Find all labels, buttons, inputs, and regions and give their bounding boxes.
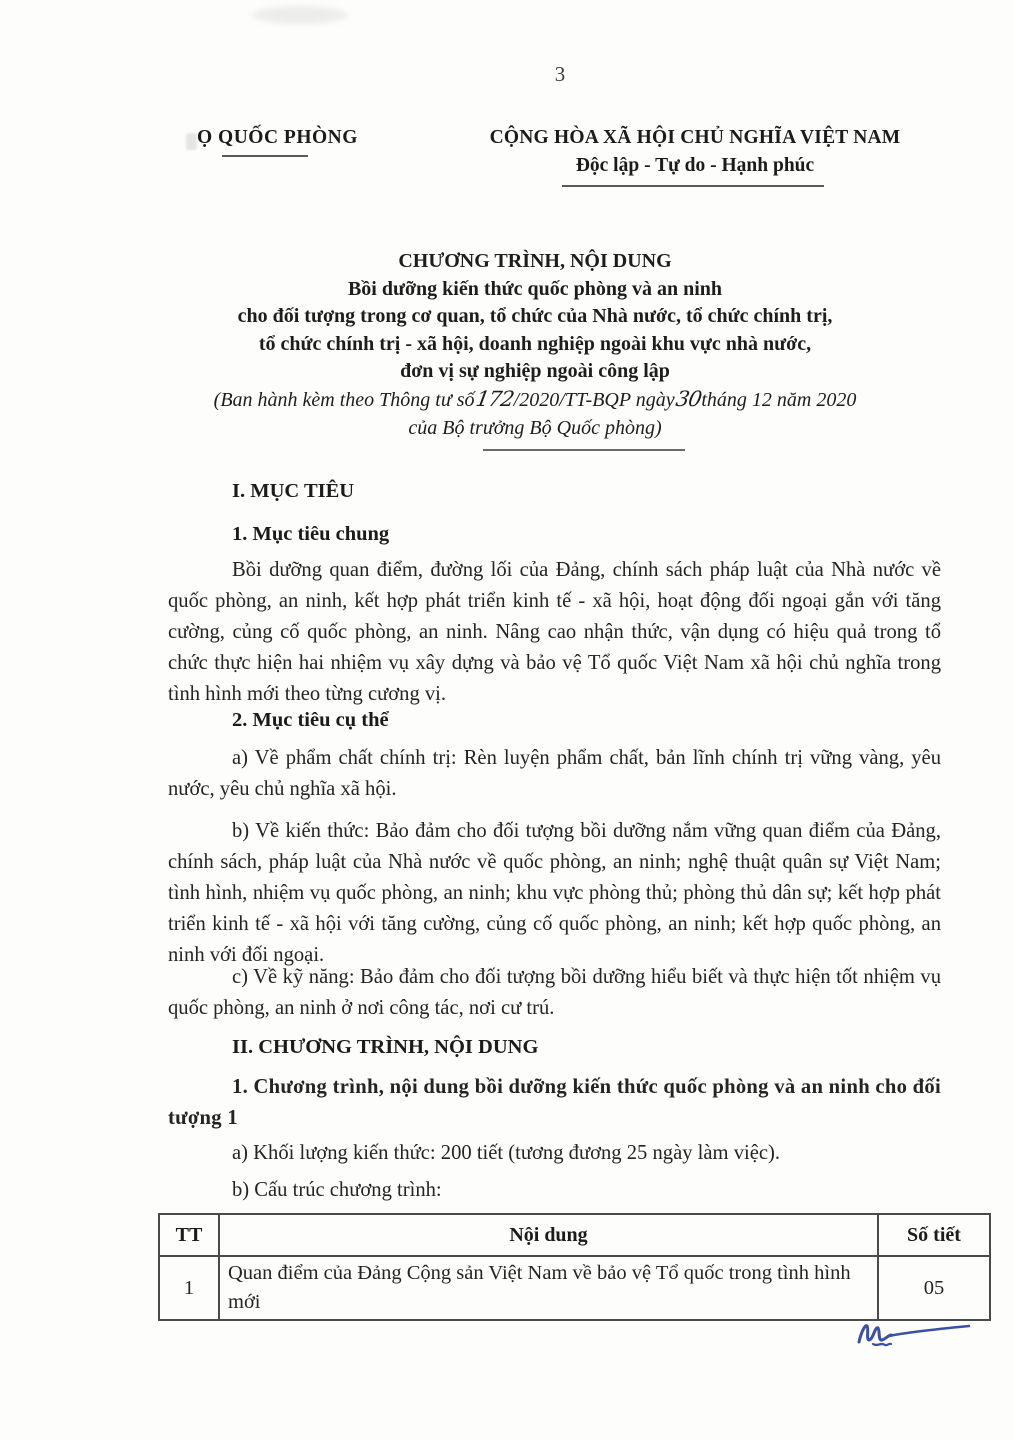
signature-initials-ink <box>853 1315 975 1355</box>
page-number: 3 <box>554 62 566 86</box>
paragraph-item-c: c) Về kỹ năng: Bảo đảm cho đối tượng bồi dưỡng hiểu biết và thực hiện tốt nhiệm vụ quốc phòng, an ninh ở nơi công tác, nơi cư trú. <box>168 966 941 1019</box>
heading-muc-tieu: I. MỤC TIÊU <box>232 480 355 502</box>
issuance-post: tháng 12 năm 2020 <box>701 388 857 411</box>
heading-chuong-trinh-noi-dung: II. CHƯƠNG TRÌNH, NỘI DUNG <box>232 1036 539 1058</box>
title-line-2: Bồi dưỡng kiến thức quốc phòng và an ninh <box>347 277 723 300</box>
table-cell-so-tiet: 05 <box>878 1256 990 1320</box>
title-separator-rule <box>483 449 685 451</box>
table-row <box>159 1256 990 1320</box>
heading-muc-tieu-cu-the: 2. Mục tiêu cụ thể <box>232 709 389 731</box>
title-line-5: đơn vị sự nghiệp ngoài công lập <box>400 360 670 383</box>
table-header-tt: TT <box>159 1214 219 1256</box>
national-motto-line2: Độc lập - Tự do - Hạnh phúc <box>575 155 815 176</box>
title-line-3: cho đối tượng trong cơ quan, tổ chức của Nhà nước, tổ chức chính trị, <box>237 305 833 328</box>
ministry-name: Ọ QUỐC PHÒNG <box>197 127 358 148</box>
heading-doi-tuong-1: 1. Chương trình, nội dung bồi dưỡng kiến thức quốc phòng và an ninh cho đối tượng 1 <box>168 1076 942 1129</box>
scan-smudge-artifact <box>252 6 348 24</box>
table-header-row <box>159 1214 990 1256</box>
program-table <box>158 1213 991 1321</box>
issuance-line-2: của Bộ trưởng Bộ Quốc phòng) <box>408 416 662 439</box>
issuance-day-handwritten: 30 <box>673 386 703 411</box>
document-title-block <box>140 248 930 442</box>
heading-muc-tieu-chung: 1. Mục tiêu chung <box>232 523 390 545</box>
paragraph-item-b: b) Về kiến thức: Bảo đảm cho đối tượng bồi dưỡng nắm vững quan điểm của Đảng, chính sách, pháp luật của Nhà nước về quốc phòng, an ninh; nghệ thuật quân sự Việt Nam; tình hình, nhiệm vụ quốc phòng, an ninh; khu vực phòng thủ; phòng thủ dân sự; kết hợp phát triển kinh tế - xã hội với tăng cường, củng cố quốc phòng, an ninh; kết hợp quốc phòng, an ninh với đối ngoại. <box>168 820 941 966</box>
table-header-noi-dung: Nội dung <box>219 1214 878 1256</box>
national-motto-line1: CỘNG HÒA XÃ HỘI CHỦ NGHĨA VIỆT NAM <box>489 127 901 148</box>
issuance-mid: /2020/TT-BQP ngày <box>513 388 675 411</box>
national-motto-underline <box>562 185 824 187</box>
cutoff-letter-artifact <box>186 133 197 150</box>
table-cell-noi-dung: Quan điểm của Đảng Cộng sản Việt Nam về bảo vệ Tổ quốc trong tình hình mới <box>219 1256 878 1320</box>
paragraph-muc-tieu-chung: Bồi dưỡng quan điểm, đường lối của Đảng, chính sách pháp luật của Nhà nước về quốc phòng, an ninh, kết hợp phát triển kinh tế - xã hội, hoạt động đối ngoại gắn với tăng cường, củng cố quốc phòng, an ninh. Nâng cao nhận thức, vận dụng có hiệu quả trong tổ chức thực hiện hai nhiệm vụ xây dựng và bảo vệ Tổ quốc Việt Nam xã hội chủ nghĩa trong tình hình mới theo từng cương vị. <box>168 559 941 705</box>
issuance-line-1 <box>140 386 930 415</box>
table-cell-tt: 1 <box>159 1256 219 1320</box>
issuance-number-handwritten: 172 <box>473 386 515 411</box>
table-header-so-tiet: Số tiết <box>878 1214 990 1256</box>
title-line-1: CHƯƠNG TRÌNH, NỘI DUNG <box>398 250 672 272</box>
paragraph-item-a: a) Về phẩm chất chính trị: Rèn luyện phẩm chất, bản lĩnh chính trị vững vàng, yêu nước, yêu chủ nghĩa xã hội. <box>168 747 941 800</box>
ministry-underline <box>222 155 308 157</box>
title-line-4: tổ chức chính trị - xã hội, doanh nghiệp ngoài khu vực nhà nước, <box>258 332 812 355</box>
paragraph-cau-truc: b) Cấu trúc chương trình: <box>232 1179 442 1201</box>
paragraph-khoi-luong: a) Khối lượng kiến thức: 200 tiết (tương đương 25 ngày làm việc). <box>232 1142 781 1164</box>
issuance-pre: (Ban hành kèm theo Thông tư số <box>213 388 475 411</box>
